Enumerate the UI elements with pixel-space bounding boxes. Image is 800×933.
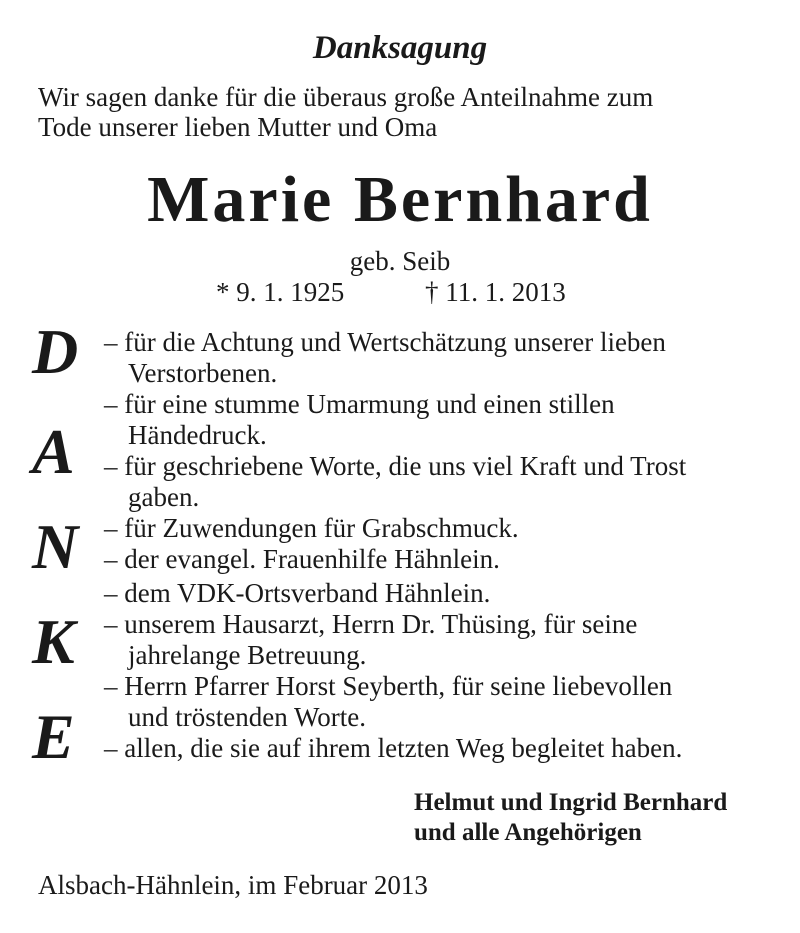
list-item: – für Zuwendungen für Grabschmuck. bbox=[104, 513, 519, 543]
danke-letter: N bbox=[32, 511, 79, 582]
intro-line: Tode unserer lieben Mutter und Oma bbox=[38, 112, 438, 142]
title: Danksagung bbox=[312, 30, 488, 66]
signature: und alle Angehörigen bbox=[414, 819, 642, 846]
list-item: – für geschriebene Worte, die uns viel Kraft und Trost bbox=[104, 451, 687, 481]
death-date: † 11. 1. 2013 bbox=[425, 277, 566, 307]
signature: Helmut und Ingrid Bernhard bbox=[414, 789, 728, 816]
list-item-cont: gaben. bbox=[128, 482, 200, 512]
list-item-cont: jahrelange Betreuung. bbox=[128, 640, 367, 670]
list-item-cont: Verstorbenen. bbox=[128, 358, 278, 388]
list-item: – unserem Hausarzt, Herrn Dr. Thüsing, für seine bbox=[104, 609, 638, 639]
birth-name: geb. Seib bbox=[349, 246, 451, 276]
deceased-name: Marie Bernhard bbox=[147, 163, 653, 236]
list-item-cont: Händedruck. bbox=[128, 420, 267, 450]
place-date: Alsbach-Hähnlein, im Februar 2013 bbox=[38, 870, 428, 900]
danke-letter: A bbox=[32, 416, 75, 487]
birth-date: * 9. 1. 1925 bbox=[216, 277, 345, 307]
danke-letter: D bbox=[32, 316, 79, 387]
list-item: – für die Achtung und Wertschätzung unserer lieben bbox=[104, 327, 666, 357]
list-item: – allen, die sie auf ihrem letzten Weg begleitet haben. bbox=[104, 733, 683, 763]
list-item: – dem VDK-Ortsverband Hähnlein. bbox=[104, 578, 491, 608]
list-item: – der evangel. Frauenhilfe Hähnlein. bbox=[104, 544, 500, 574]
danke-letter: K bbox=[32, 606, 75, 677]
list-item: – Herrn Pfarrer Horst Seyberth, für seine liebevollen bbox=[104, 671, 673, 701]
list-item: – für eine stumme Umarmung und einen stillen bbox=[104, 389, 615, 419]
list-item-cont: und tröstenden Worte. bbox=[128, 702, 367, 732]
danke-letter: E bbox=[32, 701, 75, 772]
intro-line: Wir sagen danke für die überaus große Anteilnahme zum bbox=[38, 82, 654, 112]
